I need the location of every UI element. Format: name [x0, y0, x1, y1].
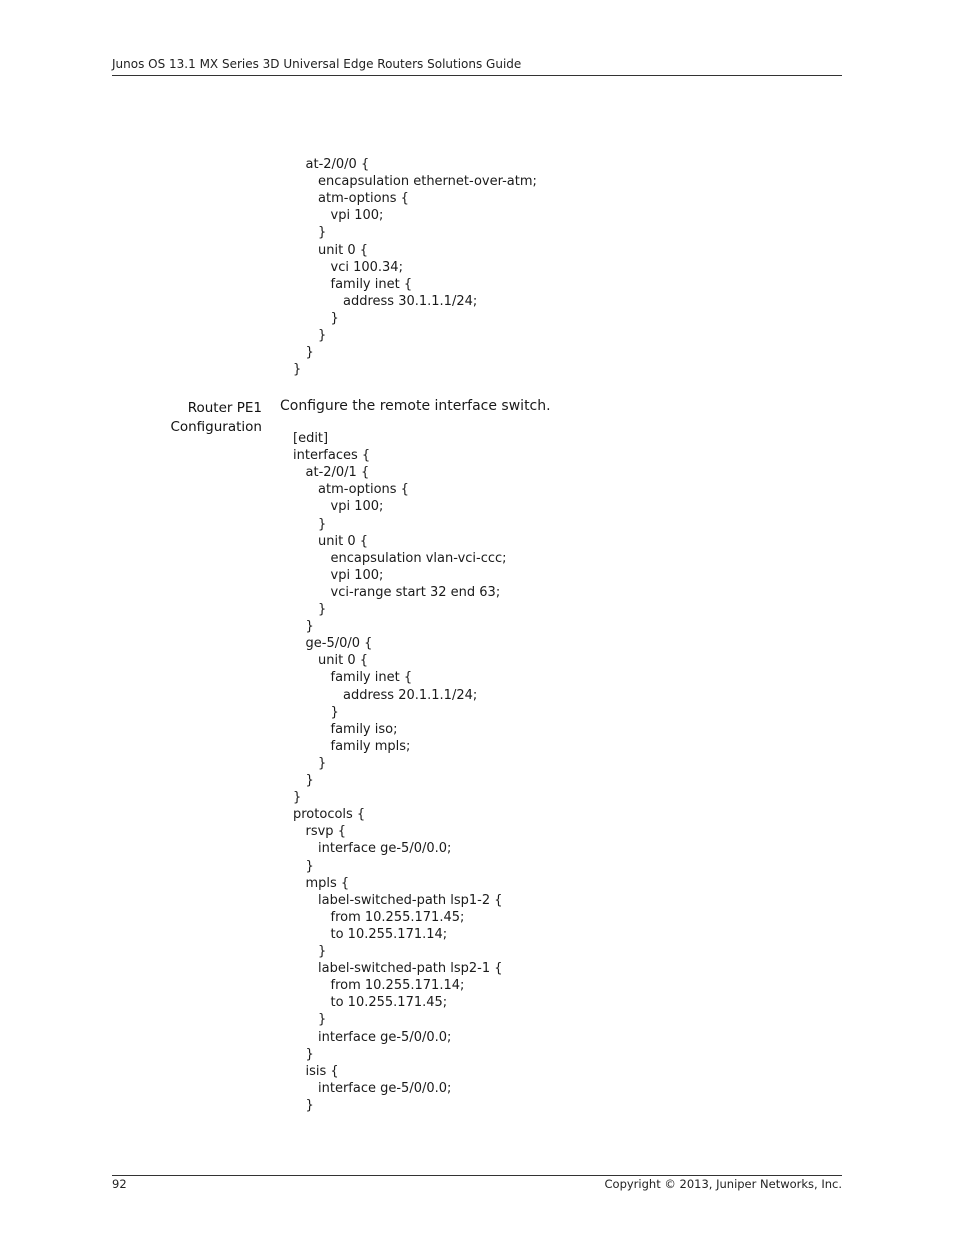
code-line: family mpls; — [330, 738, 411, 754]
code-line: to 10.255.171.14; — [330, 926, 448, 942]
section-heading — [170, 399, 262, 437]
code-line: } — [330, 310, 339, 326]
code-line: family inet { — [330, 276, 413, 292]
code-line: interface ge-5/0/0.0; — [318, 1029, 452, 1045]
code-line: vci 100.34; — [330, 259, 403, 275]
code-line: at-2/0/0 { — [305, 157, 370, 172]
code-line: } — [305, 1046, 314, 1062]
code-line: } — [318, 944, 327, 959]
footer-rule — [112, 1175, 842, 1176]
code-line: } — [318, 328, 327, 343]
page-number: 92 — [112, 1177, 127, 1191]
code-line: protocols { — [293, 807, 366, 823]
code-line: unit 0 { — [318, 533, 368, 549]
code-line: } — [305, 858, 314, 874]
code-line: } — [293, 790, 302, 806]
code-line: } — [318, 516, 327, 532]
code-line: family iso; — [330, 721, 398, 737]
code-line: } — [305, 619, 314, 635]
code-line: unit 0 { — [318, 653, 368, 669]
code-line: from 10.255.171.14; — [330, 978, 465, 994]
code-line: } — [305, 345, 314, 361]
code-line: from 10.255.171.45; — [330, 909, 465, 925]
code-line: } — [318, 755, 327, 771]
code-line: encapsulation vlan-vci-ccc; — [330, 550, 507, 566]
section-intro: Configure the remote interface switch. — [280, 398, 551, 414]
code-line: vci-range start 32 end 63; — [330, 584, 501, 600]
code-line: } — [318, 602, 327, 617]
code-line: label-switched-path lsp2-1 { — [318, 961, 503, 977]
code-line: unit 0 { — [318, 242, 368, 258]
code-line: interface ge-5/0/0.0; — [318, 1080, 452, 1096]
code-line: } — [330, 704, 339, 720]
code-line: atm-options { — [318, 482, 409, 498]
code-line: isis { — [305, 1063, 339, 1079]
code-line: encapsulation ethernet-over-atm; — [318, 174, 537, 190]
code-line: atm-options { — [318, 191, 409, 207]
code-line: family inet { — [330, 670, 413, 686]
running-header: Junos OS 13.1 MX Series 3D Universal Edge Routers Solutions Guide — [112, 57, 522, 71]
code-line: } — [318, 225, 327, 241]
code-line: address 30.1.1.1/24; — [343, 293, 478, 309]
code-line: } — [305, 1097, 314, 1113]
code-line: interfaces { — [293, 448, 371, 464]
code-line: label-switched-path lsp1-2 { — [318, 892, 503, 908]
code-line: } — [305, 773, 314, 788]
header-rule — [112, 75, 842, 76]
code-line: mpls { — [305, 875, 350, 891]
section-heading-line2: Configuration — [170, 419, 262, 435]
code-line: interface ge-5/0/0.0; — [318, 841, 452, 857]
code-line: } — [318, 1012, 327, 1028]
code-line: [edit] — [293, 431, 329, 446]
code-line: vpi 100; — [330, 567, 384, 583]
code-line: } — [293, 362, 302, 378]
section-heading-line1: Router PE1 — [187, 400, 262, 416]
code-line: at-2/0/1 { — [305, 465, 370, 481]
code-line: to 10.255.171.45; — [330, 995, 448, 1011]
code-line: ge-5/0/0 { — [305, 636, 373, 652]
code-line: vpi 100; — [330, 208, 384, 224]
code-line: address 20.1.1.1/24; — [343, 687, 478, 703]
code-line: vpi 100; — [330, 499, 384, 515]
code-line: rsvp { — [305, 824, 346, 840]
copyright: Copyright © 2013, Juniper Networks, Inc. — [604, 1177, 842, 1191]
